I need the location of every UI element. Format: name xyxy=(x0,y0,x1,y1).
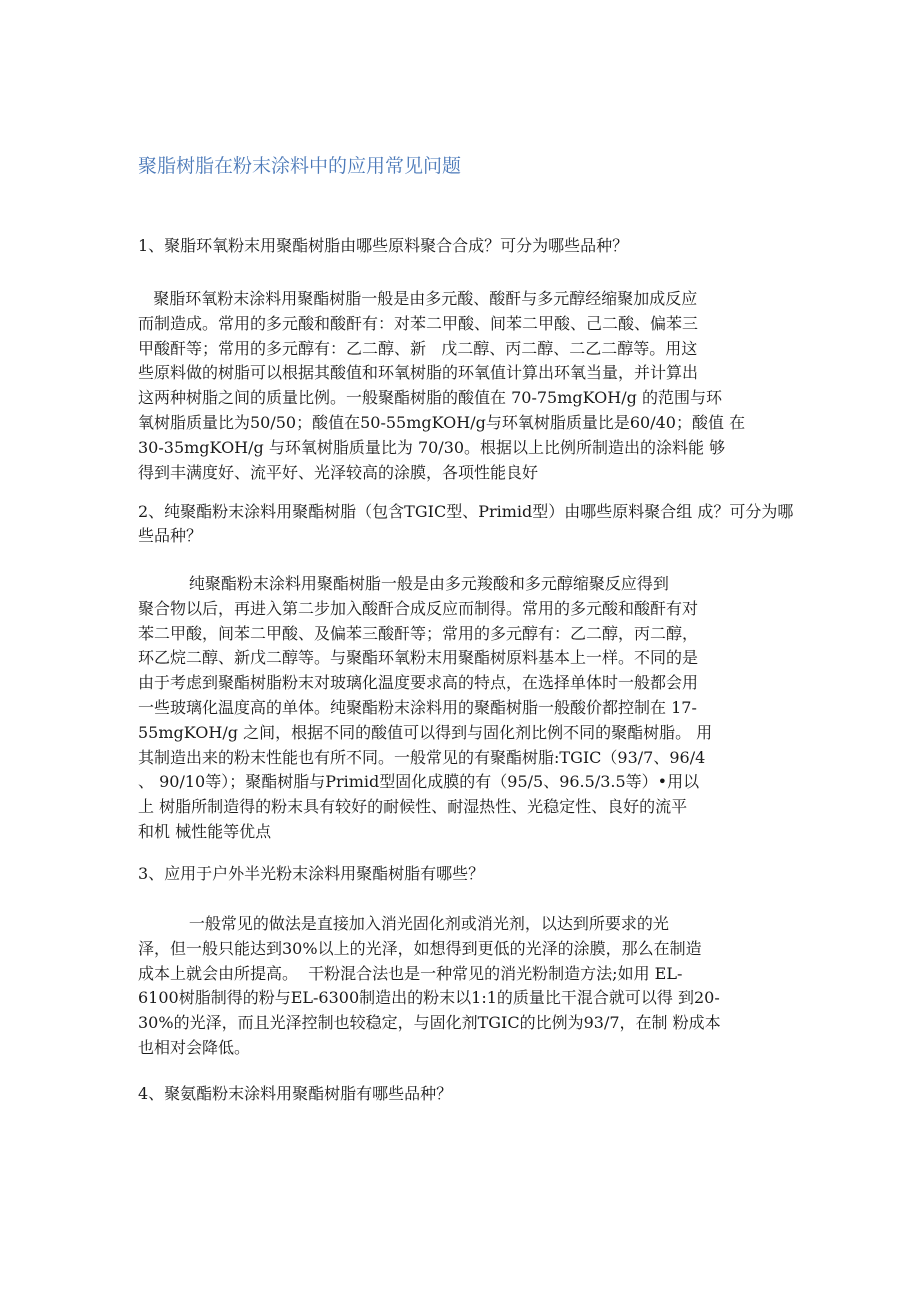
answer-line: 6100树脂制得的粉与EL-6300制造出的粉末以1:1的质量比干混合就可以得 到20- xyxy=(138,988,720,1008)
question-1: 1、聚脂环氧粉末用聚酯树脂由哪些原料聚合合成？可分为哪些品种？ xyxy=(138,236,629,255)
answer-line: 也相对会降低。 xyxy=(138,1037,251,1057)
answer-line: 纯聚酯粉末涂料用聚酯树脂一般是由多元羧酸和多元醇缩聚反应得到 xyxy=(138,574,669,593)
answer-line: 泽，但一般只能达到30%以上的光泽，如想得到更低的光泽的涂膜，那么在制造 xyxy=(138,938,702,958)
answer-line: 这两种树脂之间的质量比例。一般聚酯树脂的酸值在 70-75mgKOH/g 的范围与环 xyxy=(138,388,722,408)
answer-line: 聚合物以后，再进入第二步加入酸酐合成反应而制得。常用的多元酸和酸酐有对 xyxy=(138,598,699,618)
answer-line: 氧树脂质量比为50/50；酸值在50-55mgKOH/g与环氧树脂质量比是60/40；酸值 在 xyxy=(138,412,746,432)
answer-line: 30%的光泽，而且光泽控制也较稳定，与固化剂TGIC的比例为93/7，在制 粉成本 xyxy=(138,1013,721,1033)
answer-1 xyxy=(138,287,798,485)
answer-line: 一些玻璃化温度高的单体。纯聚酯粉末涂料用的聚酯树脂一般酸价都控制在 17- xyxy=(138,697,697,717)
answer-line: 苯二甲酸，间苯二甲酸、及偏苯三酸酐等；常用的多元醇有：乙二醇，丙二醇， xyxy=(138,623,699,643)
answer-2 xyxy=(138,572,798,845)
answer-line: 得到丰满度好、流平好、光泽较高的涂膜，各项性能良好 xyxy=(138,462,539,482)
answer-line: 由于考虑到聚酯树脂粉末对玻璃化温度要求高的特点，在选择单体时一般都会用 xyxy=(138,673,699,693)
answer-line: 而制造成。常用的多元酸和酸酐有：对苯二甲酸、间苯二甲酸、己二酸、偏苯三 xyxy=(138,313,699,333)
answer-line: 和机 械性能等优点 xyxy=(138,821,272,841)
answer-line: 聚脂环氧粉末涂料用聚酯树脂一般是由多元酸、酸酐与多元醇经缩聚加成反应 xyxy=(138,289,698,308)
answer-line: 环乙烷二醇、新戊二醇等。与聚酯环氧粉末用聚酯树原料基本上一样。不同的是 xyxy=(138,648,699,668)
answer-line: 些原料做的树脂可以根据其酸值和环氧树脂的环氧值计算出环氧当量，并计算出 xyxy=(138,363,699,383)
answer-line: 上 树脂所制造得的粉末具有较好的耐候性、耐湿热性、光稳定性、良好的流平 xyxy=(138,797,688,817)
answer-line: 55mgKOH/g 之间，根据不同的酸值可以得到与固化剂比例不同的聚酯树脂。 用 xyxy=(138,722,713,742)
document-title: 聚脂树脂在粉末涂料中的应用常见问题 xyxy=(138,155,462,177)
answer-line: 、 90/10等）；聚酯树脂与Primid型固化成膜的有（95/5、96.5/3.5等）•用以 xyxy=(138,772,700,792)
question-4: 4、聚氨酯粉末涂料用聚酯树脂有哪些品种？ xyxy=(138,1084,453,1103)
answer-line: 一般常见的做法是直接加入消光固化剂或消光剂，以达到所要求的光 xyxy=(138,914,669,933)
question-3: 3、应用于户外半光粉末涂料用聚酯树脂有哪些？ xyxy=(138,864,485,883)
question-2: 2、纯聚酯粉末涂料用聚酯树脂（包含TGIC型、Primid型）由哪些原料聚合组 成？可分为哪些品种？ xyxy=(138,502,794,545)
answer-3 xyxy=(138,912,798,1061)
answer-line: 成本上就会由所提高。 干粉混合法也是一种常见的消光粉制造方法;如用 EL- xyxy=(138,963,683,983)
answer-line: 30-35mgKOH/g 与环氧树脂质量比为 70/30。根据以上比例所制造出的涂料能 够 xyxy=(138,437,726,457)
answer-line: 其制造出来的粉末性能也有所不同。一般常见的有聚酯树脂:TGIC（93/7、96/4 xyxy=(138,747,706,767)
answer-line: 甲酸酐等；常用的多元醇有：乙二醇、新 戊二醇、丙二醇、二乙二醇等。用这 xyxy=(138,338,698,358)
